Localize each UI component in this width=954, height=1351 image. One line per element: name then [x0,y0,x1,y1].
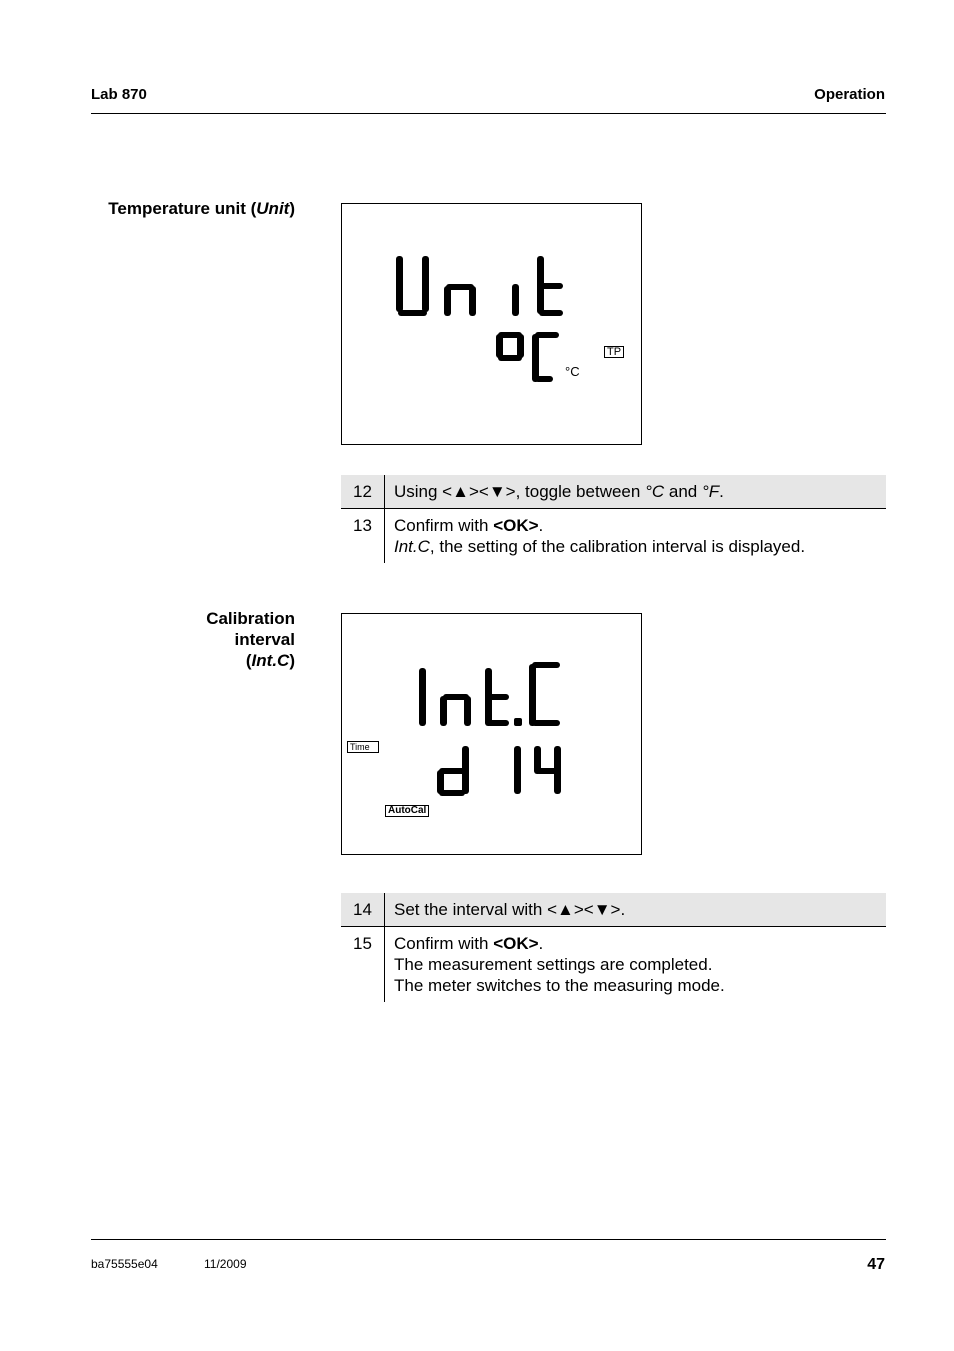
step-row [341,509,886,564]
step-text: Confirm with <OK>. Int.C, the setting of the calibration interval is displayed. [394,516,806,556]
step-row [341,893,886,927]
seven-segment-intc-text [342,614,643,856]
footer-doc-id: ba75555e04 [91,1257,158,1271]
up-arrow-icon: ▲ [557,900,574,919]
lcd-display-unit [341,203,642,445]
up-arrow-icon: ▲ [452,482,469,501]
section-title-calibration-interval: Calibration interval (Int.C) [206,609,295,670]
running-header-right: Operation [814,86,885,103]
step-row [341,475,886,509]
down-arrow-icon: ▼ [488,482,506,501]
steps-table-1 [341,475,886,563]
section-title-temperature-unit: Temperature unit (Unit) [108,199,295,218]
footer-rule [91,1239,886,1240]
seven-segment-unit-text [342,204,643,446]
step-number: 13 [341,509,385,564]
step-text: Confirm with <OK>. The measurement settings are completed. The meter switches to the measuring mode. [394,934,725,995]
lcd-display-calibration-interval [341,613,642,855]
page-number: 47 [867,1256,885,1273]
celsius-unit-symbol: °C [565,364,580,379]
step-text: Using <▲><▼>, toggle between °C and °F. [385,475,887,509]
step-number: 12 [341,475,385,509]
footer-date: 11/2009 [204,1257,247,1271]
time-indicator: Time [347,741,379,753]
header-rule [91,113,886,114]
step-row [341,927,886,1003]
step-text: Set the interval with <▲><▼>. [385,893,887,927]
tp-indicator: TP [604,346,624,358]
step-number: 14 [341,893,385,927]
step-number: 15 [341,927,385,1003]
autocal-indicator: AutoCal [385,805,429,817]
running-header-left: Lab 870 [91,86,147,103]
steps-table-2 [341,893,886,1002]
down-arrow-icon: ▼ [593,900,611,919]
